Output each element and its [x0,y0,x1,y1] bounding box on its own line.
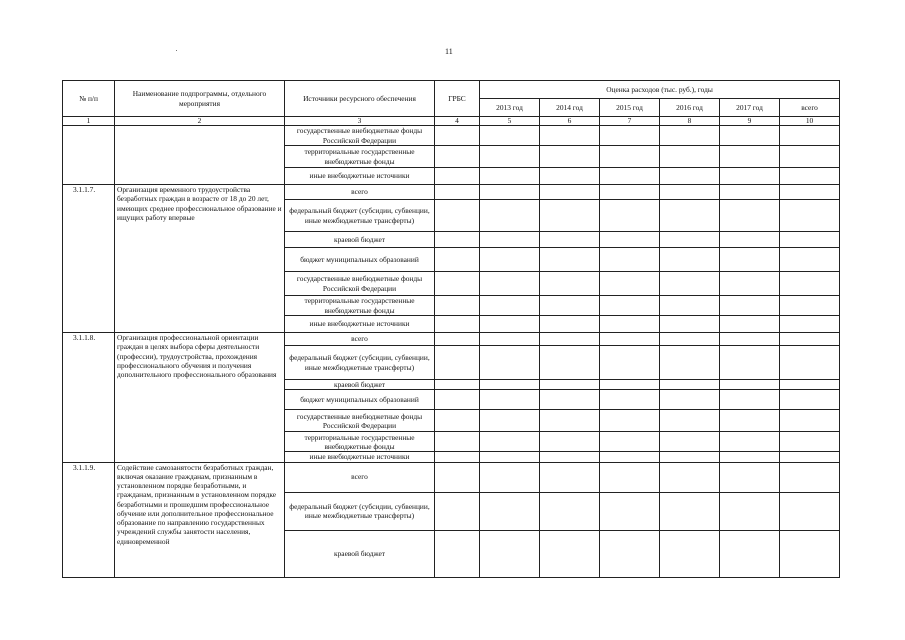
value-cell [540,492,600,530]
value-cell [720,126,780,146]
value-cell [780,462,840,492]
value-cell [780,380,840,390]
value-cell [660,316,720,333]
header-name: Наименование подпрограммы, отдельного мероприятия [115,81,285,117]
value-cell [480,248,540,272]
value-cell [780,168,840,185]
value-cell [600,248,660,272]
value-cell [600,296,660,316]
value-cell [435,530,480,577]
value-cell [660,530,720,577]
value-cell [480,462,540,492]
column-index: 9 [720,117,780,126]
value-cell [480,410,540,432]
item-title: Содействие самозанятости безработных граждан, включая оказание гражданам, признанным в установленном порядке безработными, и гражданам, признанным в установленном порядке безработными и прошедшим профессиональное обучение или дополнительное профессиональное образование по направлению государственных учреждений службы занятости населения, единовременной [115,462,285,577]
value-cell [780,272,840,296]
value-cell [660,432,720,452]
source-cell: иные внебюджетные источники [285,316,435,333]
value-cell [660,492,720,530]
scan-speck [176,50,177,51]
column-index: 1 [63,117,115,126]
value-cell [600,390,660,410]
value-cell [720,248,780,272]
value-cell [480,432,540,452]
value-cell [480,168,540,185]
value-cell [780,232,840,248]
value-cell [720,296,780,316]
value-cell [600,333,660,346]
value-cell [780,452,840,462]
value-cell [720,492,780,530]
value-cell [540,452,600,462]
value-cell [780,333,840,346]
value-cell [660,452,720,462]
value-cell [600,492,660,530]
value-cell [780,296,840,316]
value-cell [660,333,720,346]
source-cell: бюджет муниципальных образований [285,390,435,410]
value-cell [600,530,660,577]
source-cell: федеральный бюджет (субсидии, субвенции, иные межбюджетные трансферты) [285,200,435,232]
value-cell [480,346,540,380]
value-cell [480,146,540,168]
value-cell [600,432,660,452]
value-cell [780,126,840,146]
table-row [63,462,840,492]
value-cell [435,126,480,146]
value-cell [780,316,840,333]
value-cell [540,126,600,146]
value-cell [600,452,660,462]
header-year: 2013 год [480,99,540,117]
value-cell [720,530,780,577]
title-cell [115,126,285,185]
page-number: 11 [445,47,453,56]
table-row [63,126,840,146]
value-cell [780,346,840,380]
value-cell [540,432,600,452]
number-cell [63,126,115,185]
value-cell [435,492,480,530]
header-year: 2017 год [720,99,780,117]
value-cell [480,380,540,390]
header-year: 2014 год [540,99,600,117]
value-cell [435,390,480,410]
value-cell [480,530,540,577]
source-cell: всего [285,185,435,200]
value-cell [720,462,780,492]
value-cell [780,390,840,410]
source-cell: государственные внебюджетные фонды Российской Федерации [285,126,435,146]
value-cell [540,272,600,296]
value-cell [600,126,660,146]
value-cell [720,316,780,333]
value-cell [660,168,720,185]
value-cell [480,185,540,200]
value-cell [780,410,840,432]
header-num: № п/п [63,81,115,117]
value-cell [600,462,660,492]
value-cell [780,492,840,530]
value-cell [720,168,780,185]
value-cell [435,296,480,316]
header-year: 2016 год [660,99,720,117]
item-title: Организация профессиональной ориентации граждан в целях выбора сферы деятельности (профессии), трудоустройства, прохождения профессионального обучения и получения дополнительного профессионального образования [115,333,285,463]
value-cell [660,146,720,168]
item-number: 3.1.1.9. [63,462,115,577]
value-cell [660,272,720,296]
value-cell [780,185,840,200]
value-cell [600,380,660,390]
value-cell [480,272,540,296]
header-grbs: ГРБС [435,81,480,117]
value-cell [540,248,600,272]
value-cell [540,185,600,200]
value-cell [435,232,480,248]
value-cell [720,333,780,346]
value-cell [540,462,600,492]
value-cell [660,126,720,146]
value-cell [600,316,660,333]
source-cell: территориальные государственные внебюджетные фонды [285,146,435,168]
value-cell [435,272,480,296]
value-cell [435,185,480,200]
value-cell [600,410,660,432]
source-cell: иные внебюджетные источники [285,452,435,462]
value-cell [540,346,600,380]
column-index: 4 [435,117,480,126]
value-cell [435,462,480,492]
column-index: 6 [540,117,600,126]
value-cell [435,316,480,333]
value-cell [480,390,540,410]
value-cell [720,185,780,200]
source-cell: краевой бюджет [285,380,435,390]
column-index-row [63,117,840,126]
value-cell [480,452,540,462]
value-cell [720,410,780,432]
value-cell [600,185,660,200]
value-cell [720,232,780,248]
value-cell [480,333,540,346]
source-cell: краевой бюджет [285,530,435,577]
value-cell [720,432,780,452]
value-cell [720,200,780,232]
column-index: 8 [660,117,720,126]
value-cell [435,380,480,390]
value-cell [480,232,540,248]
value-cell [540,168,600,185]
value-cell [435,146,480,168]
value-cell [435,452,480,462]
value-cell [720,272,780,296]
table-row [63,185,840,200]
header-year: 2015 год [600,99,660,117]
source-cell: всего [285,462,435,492]
value-cell [660,296,720,316]
table-header [63,81,840,117]
value-cell [660,200,720,232]
column-index: 3 [285,117,435,126]
value-cell [435,248,480,272]
value-cell [600,346,660,380]
value-cell [780,248,840,272]
value-cell [435,432,480,452]
source-cell: территориальные государственные внебюджетные фонды [285,432,435,452]
value-cell [540,296,600,316]
value-cell [660,390,720,410]
table-row [63,333,840,346]
value-cell [540,232,600,248]
value-cell [480,126,540,146]
value-cell [435,200,480,232]
value-cell [720,146,780,168]
value-cell [720,380,780,390]
value-cell [600,200,660,232]
value-cell [780,200,840,232]
source-cell: краевой бюджет [285,232,435,248]
source-cell: всего [285,333,435,346]
column-index: 7 [600,117,660,126]
value-cell [600,168,660,185]
value-cell [540,530,600,577]
header-year: всего [780,99,840,117]
value-cell [660,410,720,432]
value-cell [600,272,660,296]
value-cell [660,380,720,390]
value-cell [780,530,840,577]
value-cell [660,346,720,380]
header-estimate: Оценка расходов (тыс. руб.), годы [480,81,840,99]
value-cell [540,200,600,232]
value-cell [480,200,540,232]
value-cell [660,185,720,200]
value-cell [540,390,600,410]
value-cell [540,146,600,168]
table-body [63,117,840,578]
expenditure-table [62,80,840,578]
value-cell [480,316,540,333]
value-cell [540,316,600,333]
value-cell [540,410,600,432]
item-number: 3.1.1.7. [63,185,115,333]
value-cell [435,333,480,346]
item-number: 3.1.1.8. [63,333,115,463]
source-cell: федеральный бюджет (субсидии, субвенции, иные межбюджетные трансферты) [285,346,435,380]
column-index: 10 [780,117,840,126]
value-cell [480,296,540,316]
column-index: 2 [115,117,285,126]
value-cell [540,380,600,390]
source-cell: иные внебюджетные источники [285,168,435,185]
source-cell: территориальные государственные внебюджетные фонды [285,296,435,316]
source-cell: государственные внебюджетные фонды Российской Федерации [285,410,435,432]
header-source: Источники ресурсного обеспечения [285,81,435,117]
value-cell [780,146,840,168]
source-cell: бюджет муниципальных образований [285,248,435,272]
value-cell [720,390,780,410]
value-cell [600,232,660,248]
value-cell [600,146,660,168]
value-cell [435,168,480,185]
value-cell [780,432,840,452]
source-cell: федеральный бюджет (субсидии, субвенции, иные межбюджетные трансферты) [285,492,435,530]
source-cell: государственные внебюджетные фонды Российской Федерации [285,272,435,296]
item-title: Организация временного трудоустройства безработных граждан в возрасте от 18 до 20 лет, имеющих среднее профессиональное образование и ищущих работу впервые [115,185,285,333]
value-cell [660,248,720,272]
value-cell [480,492,540,530]
value-cell [720,452,780,462]
value-cell [435,346,480,380]
value-cell [720,346,780,380]
value-cell [660,232,720,248]
value-cell [540,333,600,346]
column-index: 5 [480,117,540,126]
value-cell [660,462,720,492]
value-cell [435,410,480,432]
